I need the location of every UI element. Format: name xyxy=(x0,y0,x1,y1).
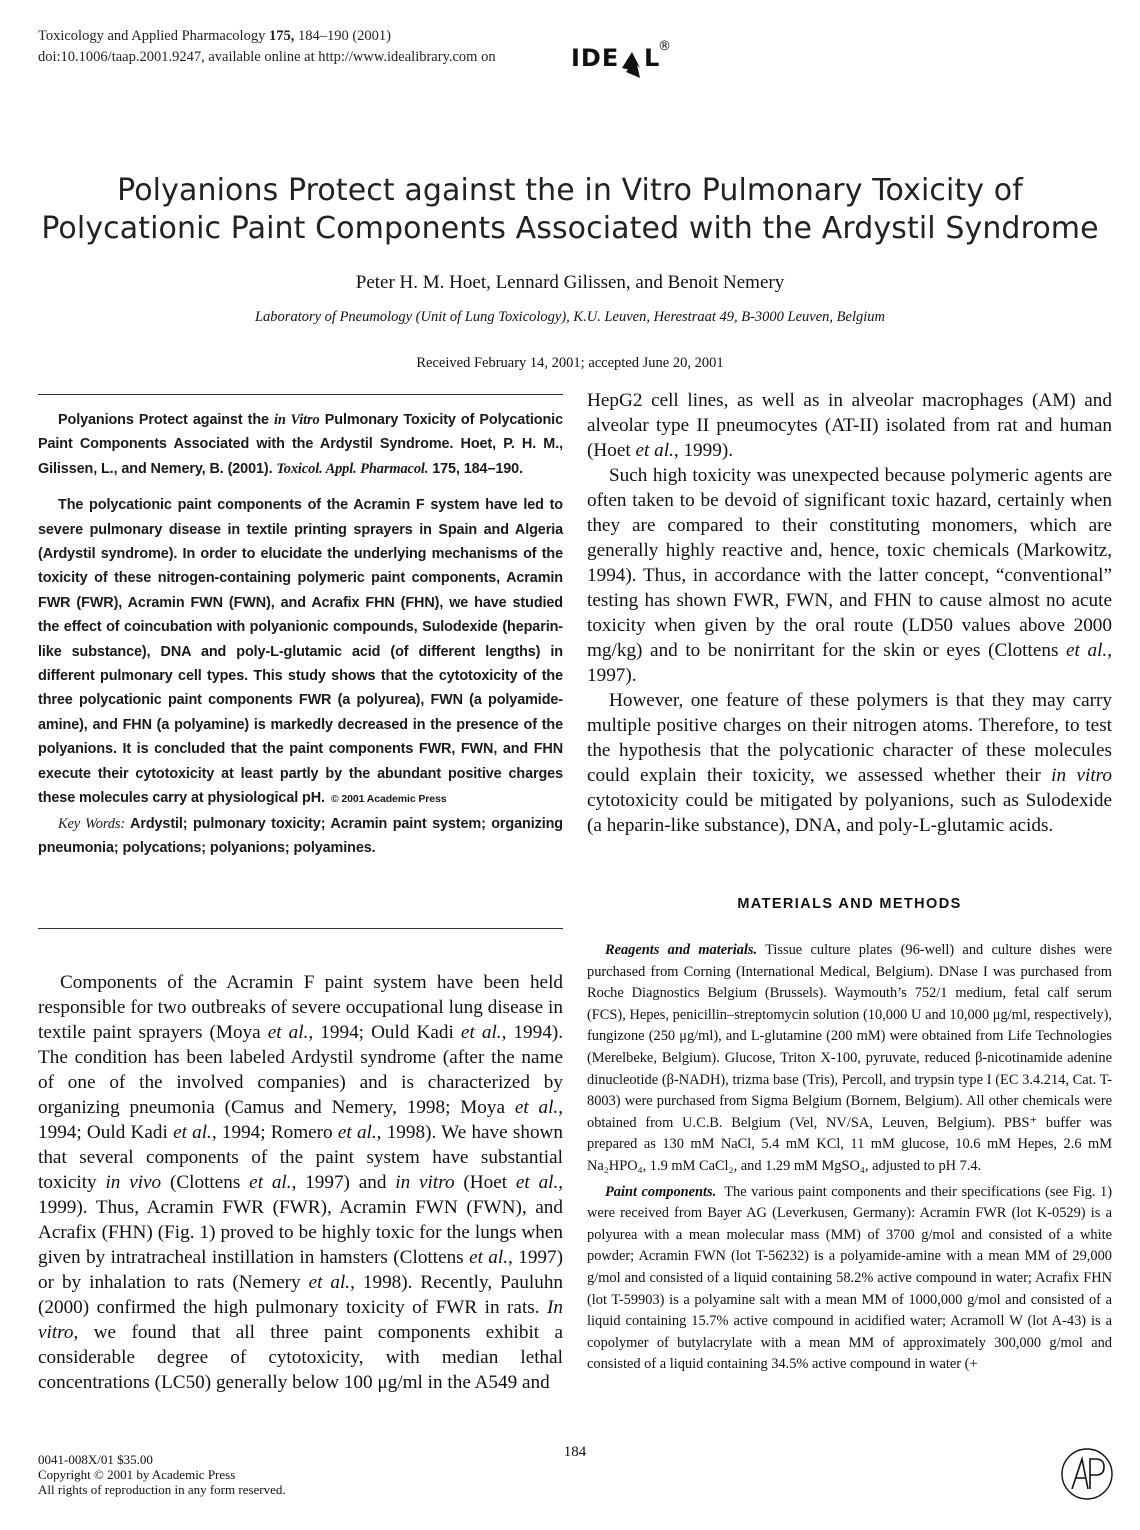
italic-term: et al. xyxy=(337,1122,377,1143)
italic-term: et al. xyxy=(308,1272,351,1293)
section-heading-methods: MATERIALS AND METHODS xyxy=(737,896,962,912)
abstract-top-rule xyxy=(38,394,563,395)
authors: Peter H. M. Hoet, Lennard Gilissen, and Benoit Nemery xyxy=(355,272,785,293)
text-run: , 1997). xyxy=(587,640,1112,686)
italic-term: et al. xyxy=(469,1247,509,1268)
citation-ref: 175, 184–190. xyxy=(432,460,523,477)
svg-text:®: ® xyxy=(658,39,671,54)
reagents-paragraph xyxy=(587,940,1112,1178)
citation-text-1: Polyanions Protect against the xyxy=(58,412,269,428)
italic-term: et al. xyxy=(514,1097,559,1118)
text-run: Such high toxicity was unexpected because polymeric agents are often taken to be devoid of significant toxic hazard, certainly when they are compared to their constituting monomers, which are generally highly reactive and, hence, toxic chemicals (Markowitz, 1994). Thus, in accordance with the latter concept, “conventional” testing has shown FWR, FWN, and FHN to cause almost no acute toxicity when given by the oral route (LD50 values above 2000 mg/kg) and to be nonirritant for the skin or eyes (Clottens xyxy=(587,465,1112,661)
journal-citation xyxy=(38,26,496,47)
citation-journal: Toxicol. Appl. Pharmacol. xyxy=(276,460,429,477)
abstract-body xyxy=(38,493,563,811)
abstract-citation xyxy=(38,408,563,481)
keywords-label: Key Words: xyxy=(58,815,126,832)
text-run: , 1998). We have shown that several components of the paint system have substantial toxicity xyxy=(38,1122,563,1193)
citation-italic: in Vitro xyxy=(274,412,320,428)
abstract-text: The polycationic paint components of the Acramin F system have led to severe pulmonary disease in textile printing sprayers in Spain and Algeria (Ardystil syndrome). In order to elucidate the underlying mechanisms of the toxicity of these nitrogen-containing polymeric paint components, Acramin FWR (FWR), Acramin FWN (FWN), and Acrafix FHN (FHN), we have studied the effect of coincubation with polyanionic compounds, Sulodexide (heparin-like substance), DNA and poly-L-glutamic acid (of different lengths) in different pulmonary cell types. This study shows that the cytotoxicity of the three polycationic paint components FWR (a polyurea), FWN (a polyamide-amine), and FHN (a polyamine) is markedly decreased in the presence of the polyanions. It is concluded that the paint components FWR, FWN, and FHN execute their cytotoxicity at least partly by the abundant positive charges these molecules carry at physiological pH. xyxy=(38,497,563,807)
svg-text:IDE: IDE xyxy=(571,44,620,72)
academic-press-logo xyxy=(1060,1447,1114,1501)
paint-text: The various paint components and their specifications (see Fig. 1) were received from Bayer AG (Leverkusen, Germany): Acramin FWR (lot K-0529) is a polyurea with a mean molecular mass (MM) of 3700 g/mol and consisted of a white powder; Acramin FWN (lot T-56232) is a polyamide-amine with a mean MM of 29,000 g/mol and consisted of a liquid containing 58.2% active compound in water; Acrafix FHN (lot T-59903) is a polyamine salt with a mean MM of 1000,000 g/mol and consisted of a liquid containing 15.7% active compound in acidified water; Acramoll W (lot A-43) is a copolymer of butylacrylate with a mean MM of approximately 300,000 g/mol and consisted of a liquid containing 34.5% active compound in water (+ xyxy=(587,1183,1113,1373)
text-run: , 1994; Ould Kadi xyxy=(308,1022,454,1043)
text-run: , we found that all three paint components exhibit a considerable degree of cytotoxicity, with median lethal concentrations (LC50) generally below 100 μg/ml in the A549 and xyxy=(38,1322,563,1393)
italic-term: et al. xyxy=(173,1122,212,1143)
italic-term: et al. xyxy=(249,1172,292,1193)
text-run: , 1997) or by inhalation to rats (Nemery xyxy=(38,1247,563,1293)
paint-label: Paint components. xyxy=(605,1183,717,1200)
intro-paragraph-3 xyxy=(587,688,1112,838)
doi-line: doi:10.1006/taap.2001.9247, available online at http://www.idealibrary.com on xyxy=(38,49,496,65)
intro-paragraph-continued xyxy=(587,388,1112,463)
abstract-copyright: © 2001 Academic Press xyxy=(330,793,447,806)
text-run: , 1994; Ould Kadi xyxy=(38,1097,563,1143)
text-run: , 1999). Thus, Acramin FWR (FWR), Acramin FWN (FWN), and Acrafix (FHN) (Fig. 1) proved to be highly toxic for the lungs when given by intratracheal instillation in hamsters (Clottens xyxy=(38,1172,564,1268)
copyright-line: Copyright © 2001 by Academic Press xyxy=(38,1467,236,1482)
text-run: HepG2 cell lines, as well as in alveolar macrophages (AM) and alveolar type II pneumocytes (AT-II) isolated from rat and human (Hoet xyxy=(587,390,1112,461)
intro-paragraph-2 xyxy=(587,463,1112,688)
journal-volume: 175, xyxy=(268,28,295,44)
title-line-1: Polyanions Protect against the in Vitro Pulmonary Toxicity of xyxy=(117,173,1023,208)
text-run: cytotoxicity could be mitigated by polyanions, such as Sulodexide (a heparin-like substance), DNA, and poly-L-glutamic acids. xyxy=(587,790,1112,836)
intro-right-column xyxy=(587,388,1112,838)
intro-left-column xyxy=(38,970,563,1395)
text-run: , 1998). Recently, Pauluhn (2000) confirmed the high pulmonary toxicity of FWR in rats. xyxy=(38,1272,564,1318)
italic-term: et al. xyxy=(267,1022,309,1043)
ideal-logo xyxy=(570,38,672,86)
issn-price: 0041-008X/01 $35.00 xyxy=(38,1452,153,1467)
journal-pages: 184–190 (2001) xyxy=(297,28,391,44)
text-run: , 1999). xyxy=(673,440,734,461)
text-run: , 1997) and xyxy=(291,1172,387,1193)
paint-paragraph xyxy=(587,1182,1112,1376)
title-line-2: Polycationic Paint Components Associated with the Ardystil Syndrome xyxy=(41,211,1099,246)
key-words xyxy=(38,812,563,861)
text-run: Components of the Acramin F paint system have been held responsible for two outbreaks of severe occupational lung disease in textile paint sprayers (Moya xyxy=(38,972,563,1043)
reagents-text: Tissue culture plates (96-well) and culture dishes were purchased from Corning (International Medical, Belgium). DNase I was purchased from Roche Diagnostics Belgium (Brussels). Waymouth’s 752/1 medium, fetal calf serum (FCS), Hepes, penicillin–streptomycin solution (10,000 U and 10,000 μg/ml, respectively), fungizone (250 μg/ml), and L-glutamine (200 mM) were obtained from Life Technologies (Merelbeke, Belgium). Glucose, Triton X-100, pyruvate, reduced β-nicotinamide adenine dinucleotide (β-NADH), trizma base (Tris), Percoll, and trypsin type I (EC 3.4.214, Cat. T-8003) were purchased from Sigma Belgium (Bornem, Belgium). All other chemicals were obtained from U.C.B. Belgium (Vel, NV/SA, Leuven, Belgium). PBS⁺ buffer was prepared as 130 mM NaCl, 5.4 mM KCl, 11 mM glucose, 10.6 mM Hepes, 2.6 mM Na₂HPO₄, 1.9 mM CaCl₂, and 1.29 mM MgSO₄, adjusted to pH 7.4. xyxy=(587,942,1112,1174)
italic-term: in vitro xyxy=(1051,765,1113,786)
italic-term: In vitro xyxy=(38,1297,564,1343)
abstract-bottom-rule xyxy=(38,928,563,929)
text-run: (Hoet xyxy=(463,1172,508,1193)
page-number: 184 xyxy=(563,1444,587,1460)
italic-term: et al. xyxy=(1066,640,1108,661)
italic-term: et al. xyxy=(515,1172,559,1193)
article-title xyxy=(0,172,1140,248)
abstract xyxy=(38,408,563,860)
reagents-label: Reagents and materials. xyxy=(605,942,758,958)
running-header xyxy=(38,26,496,68)
affiliation: Laboratory of Pneumology (Unit of Lung Toxicology), K.U. Leuven, Herestraat 49, B-3000 Leuven, Belgium xyxy=(254,309,885,325)
intro-paragraph-1 xyxy=(38,970,563,1395)
italic-term: et al. xyxy=(460,1022,502,1043)
italic-term: et al. xyxy=(635,440,674,461)
received-dates: Received February 14, 2001; accepted June 20, 2001 xyxy=(416,355,724,371)
text-run: (Clottens xyxy=(169,1172,241,1193)
svg-text:L: L xyxy=(644,44,660,72)
footer-copyright-block xyxy=(38,1452,286,1497)
text-run: , 1994). The condition has been labeled Ardystil syndrome (after the name of one of the involved companies) and is characterized by organizing pneumonia (Camus and Nemery, 1998; Moya xyxy=(38,1022,564,1118)
journal-name: Toxicology and Applied Pharmacology xyxy=(38,28,266,44)
citation-text-2: Pulmonary Toxicity of Polycationic Paint Components Associated with the Ardystil Syndrome. Hoet, P. H. M., Gilissen, L., and Nemery, B. (2001). xyxy=(38,412,563,477)
italic-term: in vitro xyxy=(395,1172,455,1193)
text-run: , 1994; Romero xyxy=(211,1122,333,1143)
italic-term: in vivo xyxy=(105,1172,162,1193)
rights-line: All rights of reproduction in any form reserved. xyxy=(38,1482,286,1497)
keywords-text: Ardystil; pulmonary toxicity; Acramin paint system; organizing pneumonia; polycations; polyanions; polyamines. xyxy=(38,815,563,856)
methods-text xyxy=(587,940,1112,1376)
text-run: However, one feature of these polymers is that they may carry multiple positive charges on their nitrogen atoms. Therefore, to test the hypothesis that the polycationic character of these molecules could explain their toxicity, we assessed whether their xyxy=(587,690,1112,786)
